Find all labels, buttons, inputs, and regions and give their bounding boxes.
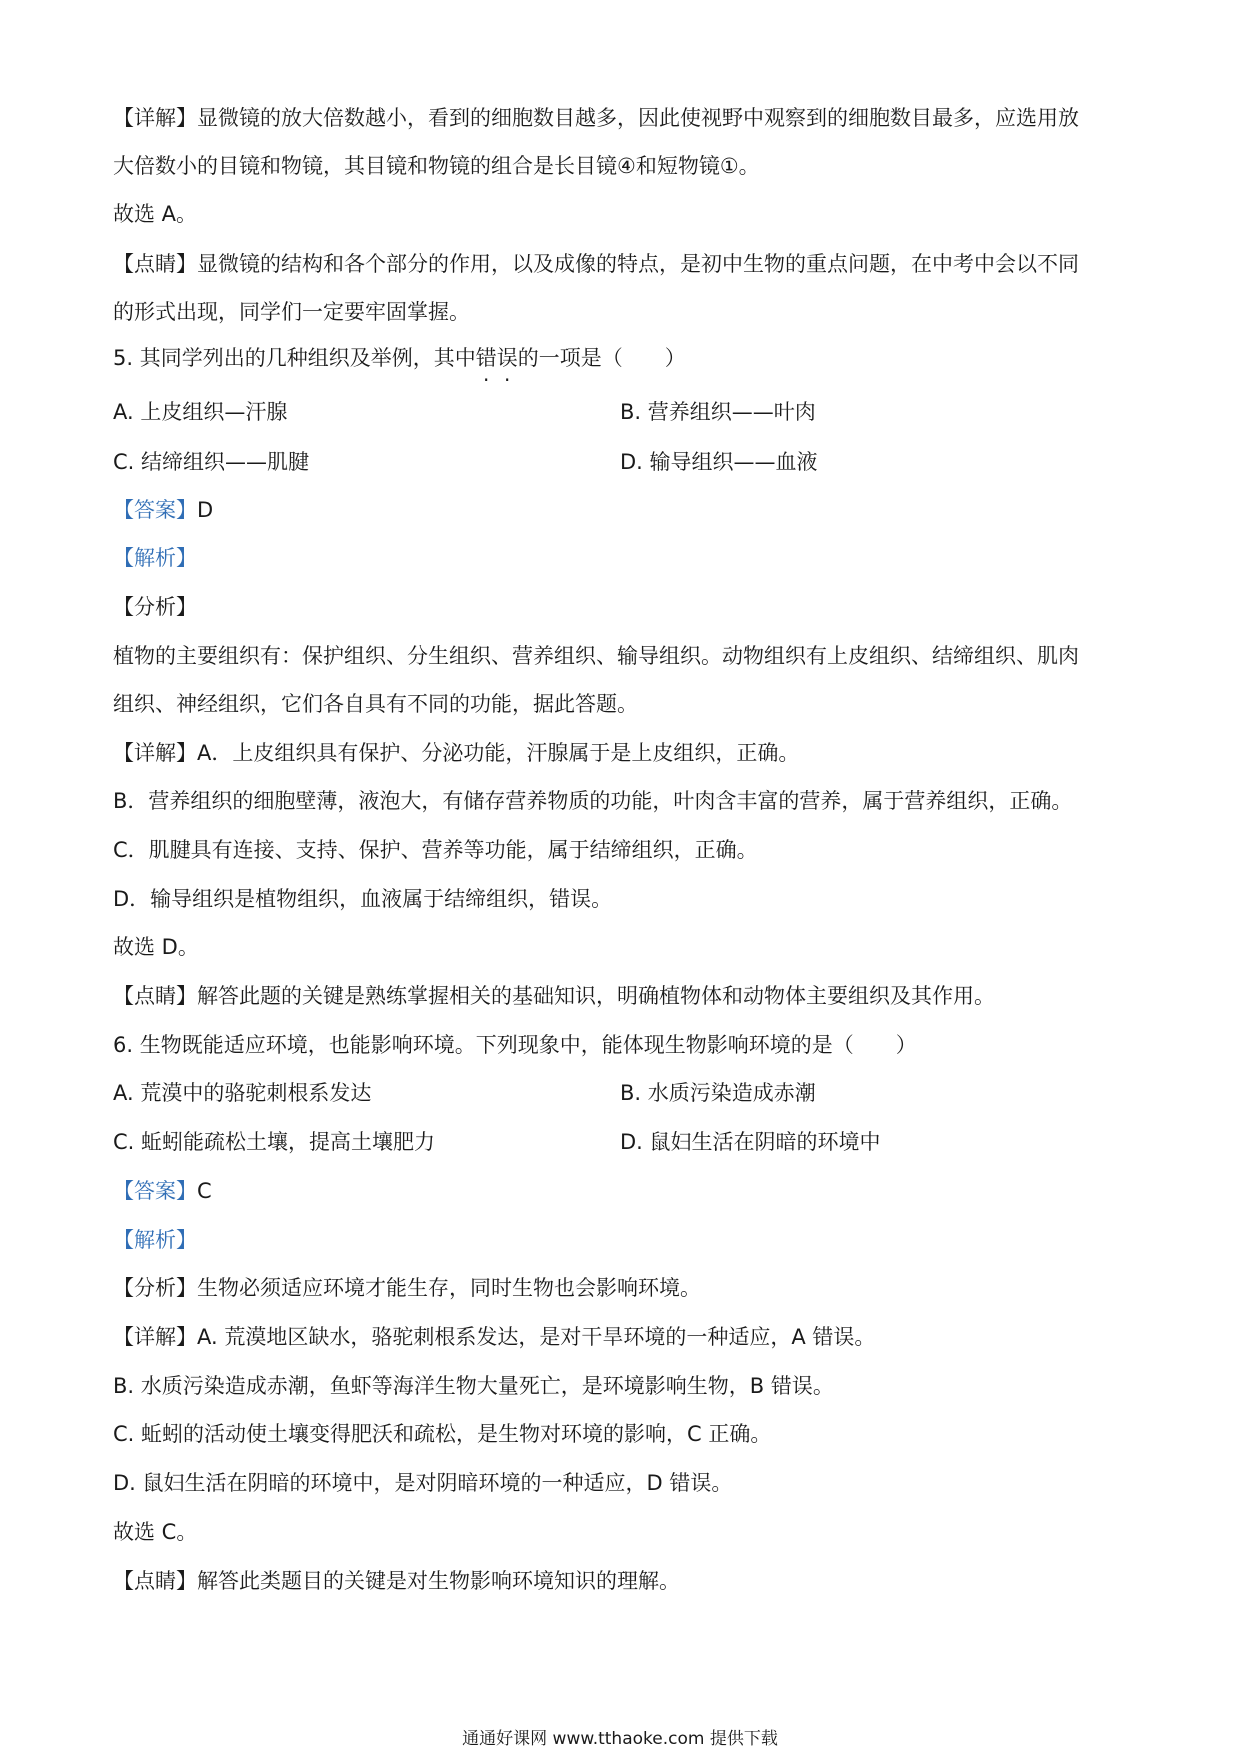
explain-line-1: 【详解】显微镜的放大倍数越小，看到的细胞数目越多，因此使视野中观察到的细胞数目最多，应选用放	[113, 106, 1079, 130]
q5-detail-b: B．营养组织的细胞壁薄，液泡大，有储存营养物质的功能，叶肉含丰富的营养，属于营养组织，正确。	[113, 789, 1073, 813]
q5-answer-value: D	[197, 498, 214, 522]
q6-answer-value: C	[197, 1179, 212, 1203]
tip-line-2: 的形式出现，同学们一定要牢固掌握。	[113, 300, 470, 324]
choose-line: 故选 A。	[113, 202, 198, 226]
question-6-stem: 6. 生物既能适应环境，也能影响环境。下列现象中，能体现生物影响环境的是（ ）	[113, 1033, 917, 1057]
q6-option-c: C. 蚯蚓能疏松土壤，提高土壤肥力	[113, 1130, 436, 1154]
q5-option-a: A. 上皮组织—汗腺	[113, 400, 288, 424]
q6-detail-a: 【详解】A. 荒漠地区缺水，骆驼刺根系发达，是对干旱环境的一种适应，A 错误。	[113, 1325, 876, 1349]
q6-detail-b: B. 水质污染造成赤潮，鱼虾等海洋生物大量死亡，是环境影响生物，B 错误。	[113, 1374, 834, 1398]
q5-analysis-tag: 【解析】	[113, 546, 197, 570]
q5-tip: 【点睛】解答此题的关键是熟练掌握相关的基础知识，明确植物体和动物体主要组织及其作用。	[113, 984, 995, 1008]
q5-answer-tag: 【答案】	[113, 498, 197, 522]
q5-option-d: D. 输导组织——血液	[620, 450, 818, 474]
q5-detail-c: C．肌腱具有连接、支持、保护、营养等功能，属于结缔组织，正确。	[113, 838, 758, 862]
q6-choose: 故选 C。	[113, 1520, 198, 1544]
q5-stem-emphasis-2: 误	[496, 346, 518, 370]
q5-detail-a: 【详解】A．上皮组织具有保护、分泌功能，汗腺属于是上皮组织，正确。	[113, 741, 800, 765]
q5-detail-d: D．输导组织是植物组织，血液属于结缔组织，错误。	[113, 887, 613, 911]
q5-fenxi-tag: 【分析】	[113, 595, 197, 619]
q6-detail-d: D. 鼠妇生活在阴暗的环境中，是对阴暗环境的一种适应，D 错误。	[113, 1471, 733, 1495]
explain-line-2: 大倍数小的目镜和物镜，其目镜和物镜的组合是长目镜④和短物镜①。	[113, 154, 760, 178]
q5-analysis-line-1: 植物的主要组织有：保护组织、分生组织、营养组织、输导组织。动物组织有上皮组织、结缔组织、肌肉	[113, 644, 1079, 668]
q6-analysis-tag: 【解析】	[113, 1228, 197, 1252]
q6-detail-c: C. 蚯蚓的活动使土壤变得肥沃和疏松，是生物对环境的影响，C 正确。	[113, 1422, 772, 1446]
q6-answer	[113, 1176, 1133, 1206]
q6-fenxi: 【分析】生物必须适应环境才能生存，同时生物也会影响环境。	[113, 1276, 701, 1300]
q5-stem-part-1: 5. 其同学列出的几种组织及举例，其中	[113, 346, 476, 370]
q6-option-a: A. 荒漠中的骆驼刺根系发达	[113, 1081, 372, 1105]
q5-option-b: B. 营养组织——叶肉	[620, 400, 816, 424]
question-5-stem	[113, 343, 1133, 373]
q6-answer-tag: 【答案】	[113, 1179, 197, 1203]
q5-option-c: C. 结缔组织——肌腱	[113, 450, 310, 474]
q5-choose: 故选 D。	[113, 935, 199, 959]
q6-tip: 【点睛】解答此类题目的关键是对生物影响环境知识的理解。	[113, 1569, 680, 1593]
q5-stem-part-2: 的一项是（ ）	[517, 346, 686, 370]
q6-option-b: B. 水质污染造成赤潮	[620, 1081, 816, 1105]
q6-option-d: D. 鼠妇生活在阴暗的环境中	[620, 1130, 881, 1154]
page-footer: 通通好课网 www.tthaoke.com 提供下载	[462, 1729, 778, 1749]
q5-answer	[113, 495, 1133, 525]
q5-analysis-line-2: 组织、神经组织，它们各自具有不同的功能，据此答题。	[113, 692, 638, 716]
tip-line-1: 【点睛】显微镜的结构和各个部分的作用，以及成像的特点，是初中生物的重点问题，在中考中会以不同	[113, 252, 1079, 276]
q5-stem-emphasis-1: 错	[475, 346, 497, 370]
